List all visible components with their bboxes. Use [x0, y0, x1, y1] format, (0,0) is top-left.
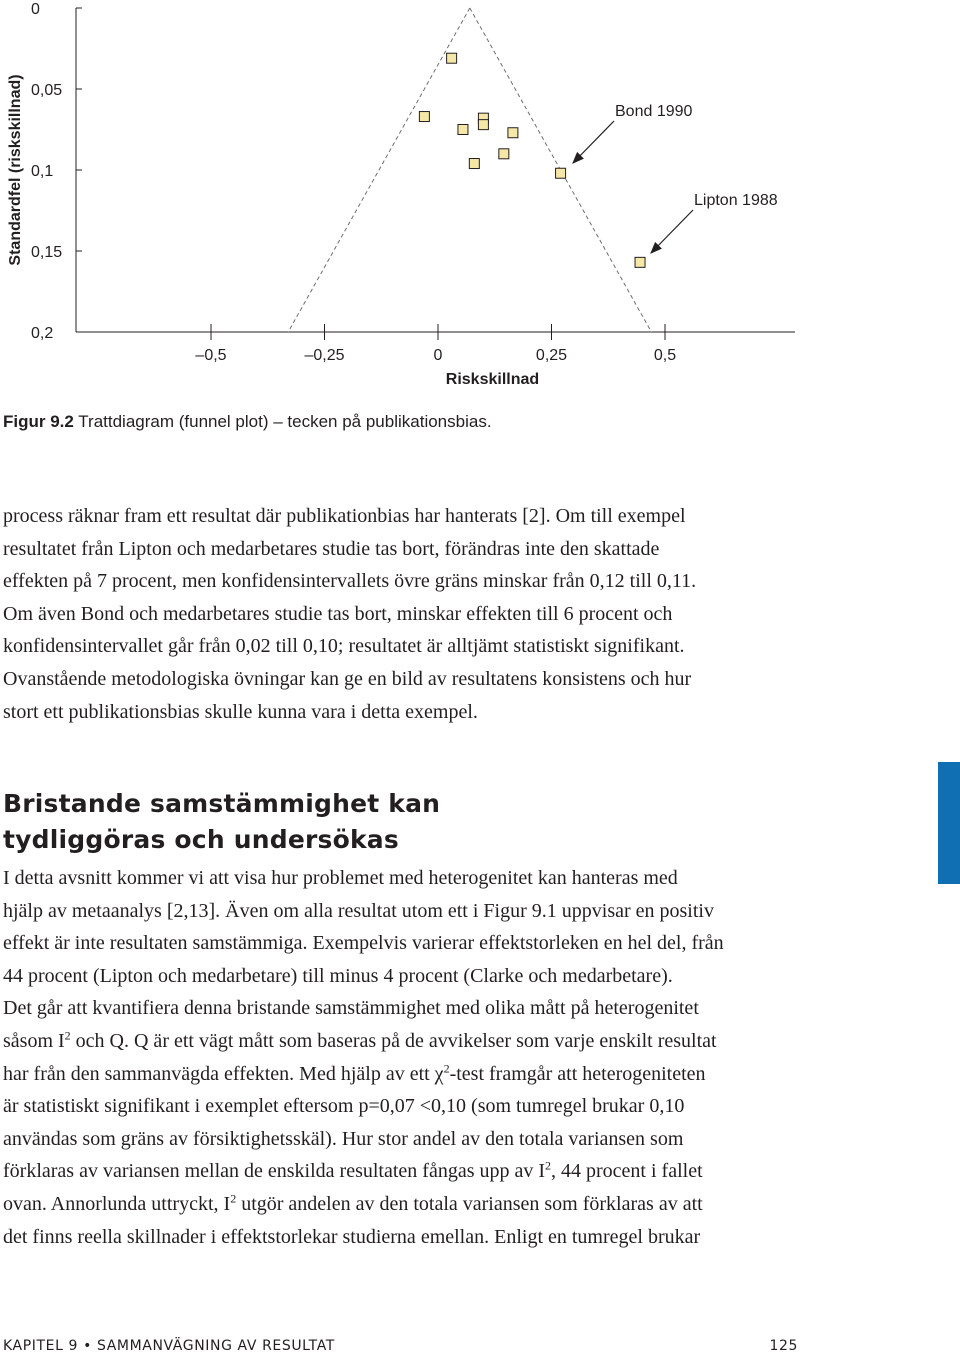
paragraph-line: process räknar fram ett resultat där publikationbias har hanterats [2]. Om till exempel	[3, 505, 686, 527]
paragraph-line: effekt är inte resultaten samstämmiga. Exempelvis varierar effektstorleken en hel del, från	[3, 932, 724, 955]
data-point	[478, 120, 488, 130]
text-run: såsom I	[3, 1029, 65, 1052]
annotation-label: Bond 1990	[615, 103, 693, 120]
heading-line: Bristande samstämmighet kan	[3, 789, 441, 818]
text-run: förklaras av variansen mellan de enskilda resultaten fångas upp av I	[3, 1160, 546, 1183]
paragraph-line: hjälp av metaanalys [2,13]. Även om alla resultat utom ett i Figur 9.1 uppvisar en positiv	[3, 899, 714, 922]
paragraph-line: Ovanstående metodologiska övningar kan ge en bild av resultatens konsistens och hur	[3, 667, 692, 690]
superscript: 2	[443, 1060, 450, 1075]
y-tick-label: 0	[31, 1, 40, 18]
paragraph-line: 44 procent (Lipton och medarbetare) till minus 4 procent (Clarke och medarbetare).	[3, 964, 673, 987]
y-tick-label: 0,05	[31, 82, 63, 99]
funnel-plot	[0, 0, 960, 400]
paragraph-line: effekten på 7 procent, men konfidensintervallets övre gräns minskar från 0,12 till 0,11.	[3, 570, 697, 593]
section-heading	[3, 786, 703, 858]
y-tick-label: 0,1	[31, 163, 54, 180]
paragraph-line: det finns reella skillnader i effektstorlekar studierna emellan. Enligt en tumregel brukar	[3, 1225, 701, 1248]
x-tick-label: 0,25	[535, 347, 568, 364]
annotations	[573, 103, 778, 253]
caption-text: Trattdiagram (funnel plot) – tecken på publikationsbias.	[73, 412, 492, 431]
x-axis-title: Riskskillnad	[445, 371, 540, 388]
figure-number: Figur 9.2	[3, 412, 74, 431]
data-point	[556, 168, 566, 178]
funnel-plot-figure	[0, 0, 960, 400]
paragraph-line: stort ett publikationsbias skulle kunna vara i detta exempel.	[3, 700, 478, 723]
superscript: 2	[545, 1158, 552, 1173]
page-number: 125	[769, 1338, 798, 1354]
figure-caption	[3, 412, 903, 432]
superscript: 2	[64, 1028, 71, 1043]
paragraph-line: är statistiskt signifikant i exemplet eftersom p=0,07 <0,10 (som tumregel brukar 0,10	[3, 1095, 685, 1118]
funnel-lines	[288, 8, 651, 332]
annotation-arrow	[651, 210, 693, 253]
annotation-arrow	[573, 121, 614, 163]
data-point	[499, 149, 509, 159]
text-run: och Q. Q är ett vägt mått som baseras på de avvikelser som varje enskilt resultat	[70, 1029, 717, 1052]
data-points	[419, 53, 645, 267]
paragraph-line: Om även Bond och medarbetares studie tas bort, minskar effekten till 6 procent och	[3, 602, 673, 625]
funnel-left-line	[288, 8, 470, 332]
axes	[7, 1, 795, 388]
paragraph-line: resultatet från Lipton och medarbetares studie tas bort, förändras inte den skattade	[3, 537, 660, 560]
chapter-title: KAPITEL 9 • SAMMANVÄGNING AV RESULTAT	[3, 1338, 335, 1354]
section-marker-tab	[938, 762, 960, 884]
y-axis-title: Standardfel (riskskillnad)	[7, 74, 24, 266]
text-run: har från den sammanvägda effekten. Med hjälp av ett χ	[3, 1062, 444, 1085]
paragraph-line: Det går att kvantifiera denna bristande samstämmighet med olika mått på heterogenitet	[3, 997, 699, 1020]
paragraph-line	[3, 1025, 803, 1058]
paragraph-line: konfidensintervallet går från 0,02 till 0,10; resultatet är alltjämt statistiskt signifikant.	[3, 635, 685, 658]
text-run: -test framgår att heterogeniteten	[449, 1062, 706, 1085]
paragraph-line	[3, 1155, 803, 1188]
y-tick-label: 0,2	[31, 325, 54, 342]
x-tick-label: 0,5	[653, 347, 677, 364]
paragraph-line: användas som gräns av försiktighetsskäl). Hur stor andel av den totala variansen som	[3, 1127, 684, 1150]
x-tick-label: –0,25	[304, 347, 345, 364]
paragraph-line: I detta avsnitt kommer vi att visa hur problemet med heterogenitet kan hanteras med	[3, 867, 678, 889]
data-point	[508, 128, 518, 138]
text-run: ovan. Annorlunda uttryckt, I	[3, 1192, 231, 1215]
data-point	[419, 112, 429, 122]
paragraph-2	[3, 862, 803, 1253]
superscript: 2	[230, 1191, 237, 1206]
data-point	[635, 257, 645, 267]
x-tick-label: 0	[433, 347, 443, 364]
text-run: utgör andelen av den totala variansen som förklaras av att	[236, 1192, 703, 1215]
paragraph-line	[3, 1058, 803, 1091]
annotation-label: Lipton 1988	[694, 192, 778, 209]
paragraph-line	[3, 1188, 803, 1221]
y-tick-label: 0,15	[31, 244, 63, 261]
data-point	[458, 125, 468, 135]
data-point	[469, 159, 479, 169]
text-run: , 44 procent i fallet	[551, 1160, 703, 1183]
x-tick-label: –0,5	[195, 347, 227, 364]
heading-line: tydliggöras och undersökas	[3, 825, 399, 854]
paragraph-1	[3, 500, 803, 728]
data-point	[447, 53, 457, 63]
